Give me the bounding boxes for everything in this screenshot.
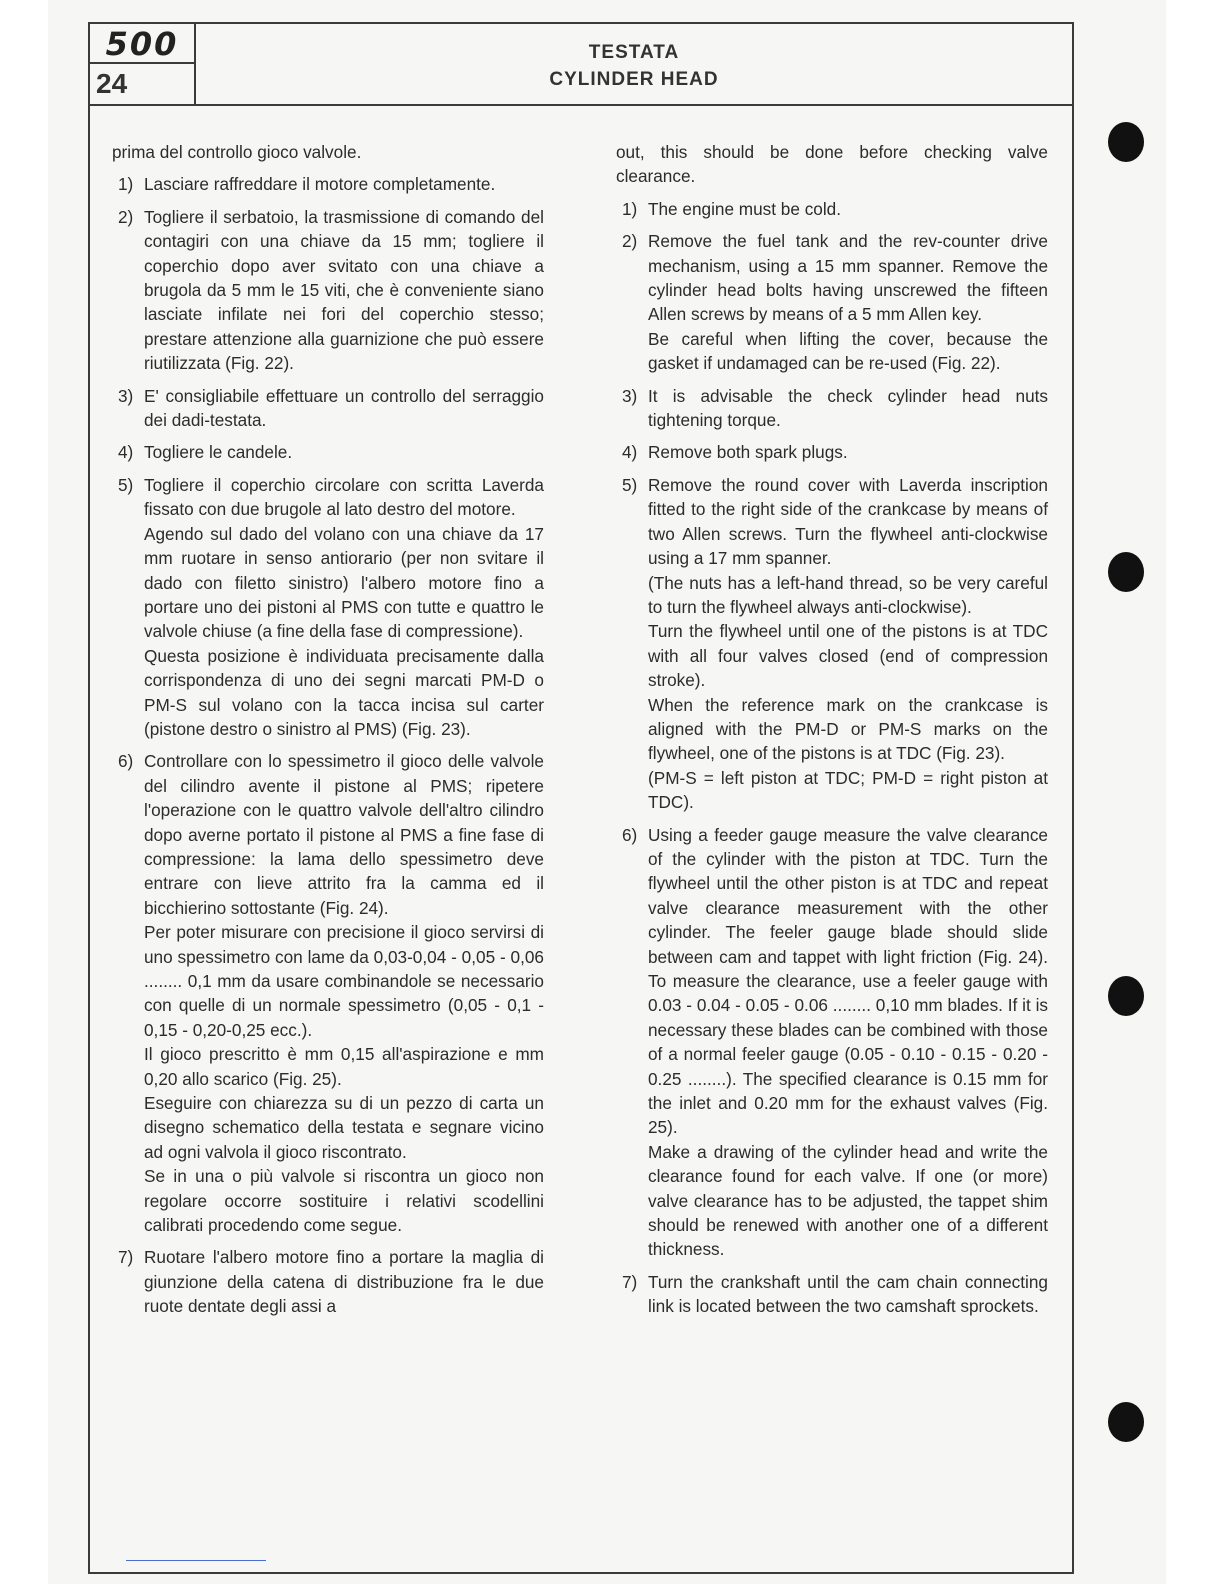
step-item [616, 823, 1048, 1262]
english-column [616, 140, 1048, 1319]
binder-hole [1108, 976, 1144, 1016]
step-paragraph: Ruotare l'albero motore fino a portare la maglia di giunzione della catena di distribuzione fra le due ruote dentate degli assi a [144, 1247, 544, 1317]
step-paragraph: Togliere il serbatoio, la trasmissione di comando del contagiri con una chiave da 15 mm; togliere il coperchio dopo aver svitato con una chiave a brugola da 5 mm le 15 viti, che è conveniente siano lasciate infilate nei fori del coperchio stesso; prestare attenzione alla guarnizione che può essere riutilizzata (Fig. 22). [144, 206, 544, 374]
step-item [616, 473, 1048, 815]
italian-column [112, 140, 544, 1319]
step-number: 3) [622, 385, 638, 406]
english-steps [616, 197, 1048, 1319]
step-paragraph: It is advisable the check cylinder head nuts tightening torque. [648, 385, 1048, 431]
step-paragraph: Lasciare raffreddare il motore completamente. [144, 174, 496, 195]
italian-steps [112, 172, 544, 1318]
binder-hole [1108, 122, 1144, 162]
scan-artifact-line [126, 1560, 266, 1561]
step-paragraph: Se in una o più valvole si riscontra un gioco non regolare occorre sostituire i relativi scodellini calibrati procedendo come segue. [144, 1166, 544, 1236]
step-paragraph: (The nuts has a left-hand thread, so be very careful to turn the flywheel always anti-clockwise). [648, 572, 1048, 617]
step-paragraph: Remove both spark plugs. [648, 442, 848, 463]
step-paragraph: Using a feeder gauge measure the valve clearance of the cylinder with the piston at TDC. Turn the flywheel until the other piston is at TDC and repeat valve clearance measurement with the other cylinder. The feeler gauge blade should slide between cam and tappet with light friction (Fig. 24). To measure the clearance, use a feeler gauge with 0.03 - 0.04 - 0.05 - 0.06 ........ 0,10 mm blades. If it is necessary these blades can be combined with those of a normal feeler gauge (0.05 - 0.10 - 0.15 - 0.20 - 0.25 ........). The specified clearance is 0.15 mm for the inlet and 0.20 mm for the exhaust valves (Fig. 25). [648, 824, 1048, 1138]
step-paragraph: Il gioco prescritto è mm 0,15 all'aspirazione e mm 0,20 allo scarico (Fig. 25). [144, 1044, 544, 1089]
step-number: 1) [118, 174, 134, 195]
step-item [112, 440, 544, 464]
binder-hole [1108, 1402, 1144, 1442]
page-number: 24 [96, 68, 128, 99]
page-header [90, 24, 1072, 106]
step-number: 7) [622, 1271, 638, 1292]
step-paragraph: When the reference mark on the crankcase is aligned with the PM-D or PM-S marks on the flywheel, one of the pistons is at TDC (Fig. 23). [648, 694, 1048, 764]
step-item [112, 473, 544, 741]
step-number: 7) [118, 1247, 134, 1268]
step-paragraph: Togliere il coperchio circolare con scritta Laverda fissato con due brugole al lato destro del motore. [144, 474, 544, 520]
step-item [112, 1245, 544, 1318]
step-paragraph: Turn the crankshaft until the cam chain connecting link is located between the two camshaft sprockets. [648, 1271, 1048, 1317]
step-item [616, 440, 1048, 464]
logo-box [90, 24, 196, 104]
step-number: 2) [118, 206, 134, 227]
step-paragraph: Make a drawing of the cylinder head and write the clearance found for each valve. If one (or more) valve clearance has to be adjusted, the tappet shim should be renewed with another one of a different thickness. [648, 1141, 1048, 1260]
step-paragraph: Be careful when lifting the cover, because the gasket if undamaged can be re-used (Fig. 22). [648, 328, 1048, 374]
step-number: 2) [622, 231, 638, 252]
step-paragraph: Remove the fuel tank and the rev-counter drive mechanism, using a 15 mm spanner. Remove the cylinder head bolts having unscrewed the fifteen Allen screws by means of a 5 mm Allen key. [648, 231, 1048, 325]
step-paragraph: Agendo sul dado del volano con una chiave da 17 mm ruotare in senso antiorario (per non svitare il dado con filetto sinistro) l'albero motore fino a portare uno dei pistoni al PMS con tutte e quattro le valvole chiuse (a fine della fase di compressione). [144, 523, 544, 642]
step-item [616, 229, 1048, 375]
step-item [112, 749, 544, 1237]
step-paragraph: E' consigliabile effettuare un controllo del serraggio dei dadi-testata. [144, 385, 544, 431]
step-item [112, 205, 544, 376]
step-paragraph: (PM-S = left piston at TDC; PM-D = right piston at TDC). [648, 767, 1048, 813]
step-paragraph: Per poter misurare con precisione il gioco servirsi di uno spessimetro con lame da 0,03-0,04 - 0,05 - 0,06 ........ 0,1 mm da usare combinandole se necessario con quelle di un normale spessimetro (0,05 - 0,1 - 0,15 - 0,20-0,25 ecc.). [144, 922, 544, 1040]
step-paragraph: Questa posizione è individuata precisamente dalla corrispondenza di uno dei segni marcati PM-D o PM-S sul volano con la tacca incisa sul carter (pistone destro o sinistro al PMS) (Fig. 23). [144, 645, 544, 739]
step-number: 6) [622, 824, 638, 845]
step-paragraph: Controllare con lo spessimetro il gioco delle valvole del cilindro avente il pistone al PMS; ripetere l'operazione con le quattro valvole dell'altro cilindro dopo averne portato il pistone al PMS a fine fase di compressione: la lama dello spessimetro deve entrare con lieve attrito fra la camma ed il bicchierino sottostante (Fig. 24). [144, 751, 544, 918]
section-title-english: CYLINDER HEAD [549, 69, 719, 90]
step-number: 3) [118, 385, 134, 406]
step-item [112, 384, 544, 433]
step-number: 1) [622, 198, 638, 219]
step-number: 4) [622, 442, 638, 463]
english-lead-text: out, this should be done before checking valve clearance. [616, 142, 1048, 187]
step-paragraph: Turn the flywheel until one of the pistons is at TDC with all four valves closed (end of compression stroke). [648, 621, 1048, 691]
step-paragraph: Togliere le candele. [144, 442, 293, 463]
section-title-italian: TESTATA [588, 42, 680, 63]
step-number: 5) [118, 474, 134, 495]
step-item [112, 172, 544, 196]
italian-lead-text: prima del controllo gioco valvole. [112, 142, 362, 162]
step-item [616, 1270, 1048, 1319]
step-number: 5) [622, 474, 638, 495]
step-paragraph: The engine must be cold. [648, 198, 841, 219]
model-logo: 500 [90, 24, 194, 64]
step-number: 4) [118, 442, 134, 463]
binder-hole [1108, 552, 1144, 592]
step-item [616, 384, 1048, 433]
step-paragraph: Eseguire con chiarezza su di un pezzo di carta un disegno schematico della testata e segnare vicino ad ogni valvola il gioco riscontrato. [144, 1093, 544, 1162]
step-item [616, 197, 1048, 221]
step-paragraph: Remove the round cover with Laverda inscription fitted to the right side of the crankcase by means of two Allen screws. Turn the flywheel anti-clockwise using a 17 mm spanner. [648, 474, 1048, 569]
step-number: 6) [118, 751, 134, 772]
